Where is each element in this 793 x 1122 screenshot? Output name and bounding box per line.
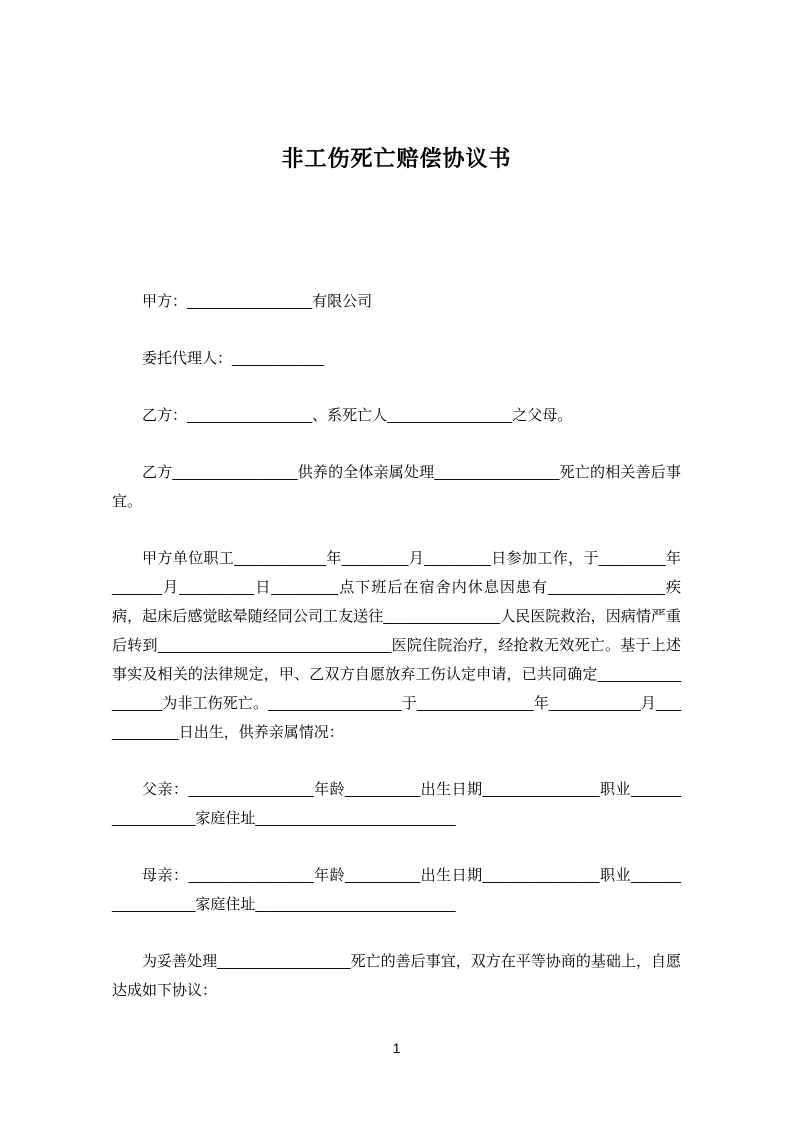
page-number: 1 [392, 1040, 401, 1056]
paragraph-party-a: 甲方：_______________有限公司 [142, 293, 373, 310]
document-title: 非工伤死亡赔偿协议书 [281, 146, 512, 171]
paragraph-father-info: 父亲：_______________年龄_________出生日期______________职业________________家庭住址________________________ [112, 781, 681, 827]
paragraph-mother-info: 母亲：_______________年龄_________出生日期______________职业________________家庭住址________________________ [112, 867, 681, 913]
paragraph-party-b: 乙方：_______________、系死亡人_______________之父母。 [142, 407, 573, 424]
paragraph-party-b-dependents: 乙方_______________供养的全体亲属处理_______________死亡的相关善后事宜。 [112, 464, 681, 510]
paragraph-agreement-intro: 为妥善处理________________死亡的善后事宜，双方在平等协商的基础上，自愿达成如下协议： [112, 953, 681, 999]
paragraph-entrusted-agent: 委托代理人：___________ [142, 350, 324, 367]
paragraph-facts-statement: 甲方单位职工___________年________月________日参加工作，于________年______月_________日________点下班后在宿舍内休息因患有______________疾病，起床后感觉眩晕随经同公司工友送往______________人民医院救治，因病情严重后转到____________________________医院住院治疗，经抢救无效死亡。基于上述事实及相关的法律规定，甲、乙双方自愿放弃工伤认定申请，已共同确定________________为非工伤死亡。________________于______________年___________月___________日出生，供养亲属情况： [112, 550, 681, 741]
